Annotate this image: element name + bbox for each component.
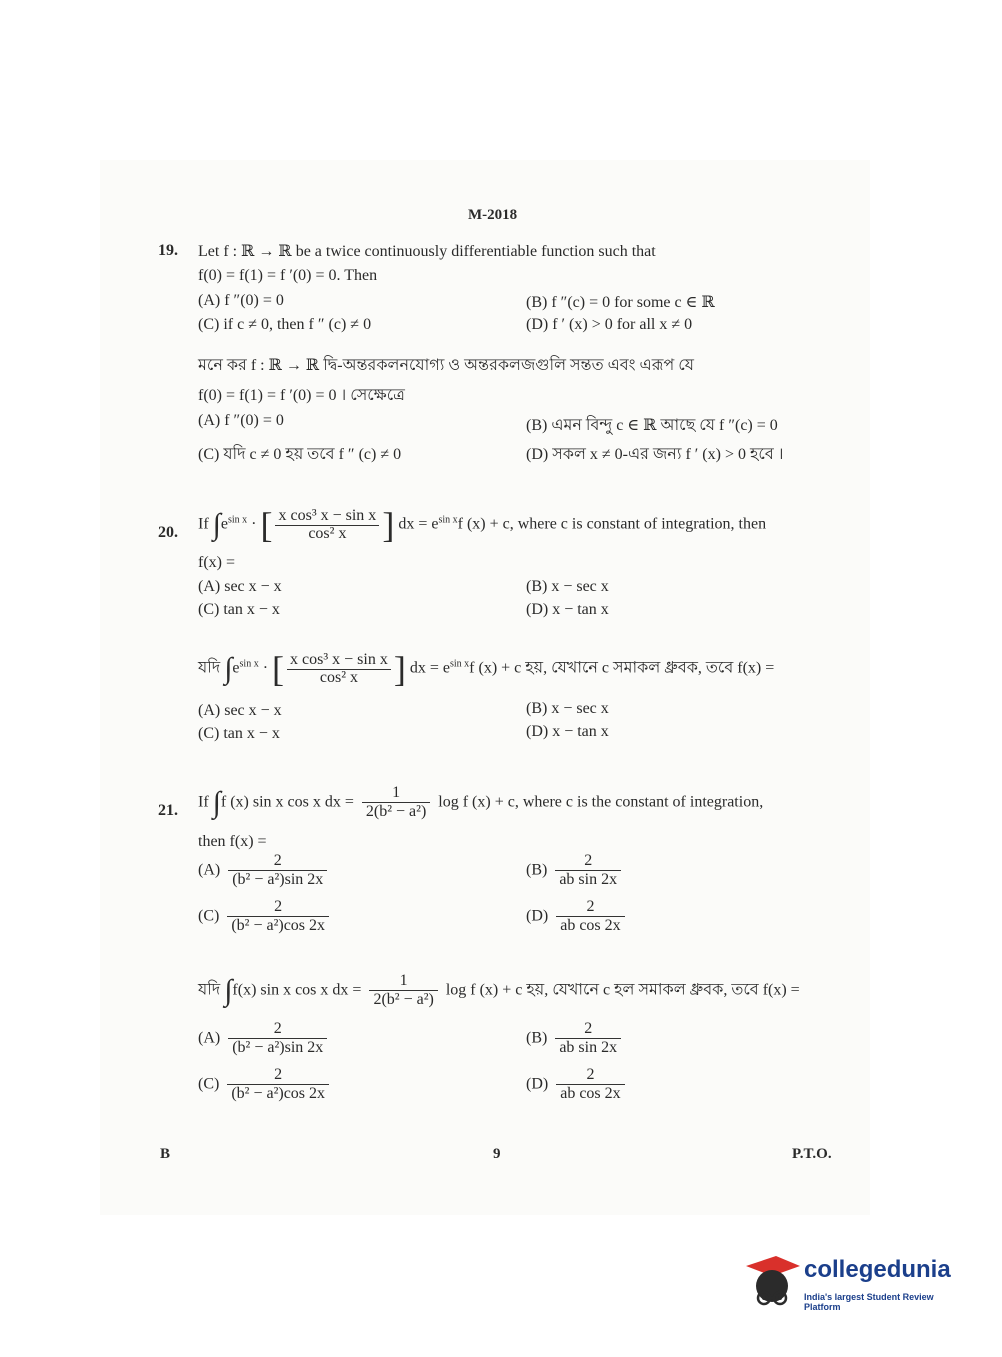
q21-option-d-denominator: ab cos 2x xyxy=(560,917,621,935)
q20-fraction-numerator: x cos³ x − sin x xyxy=(275,508,379,526)
q20-bengali-exp-base: e xyxy=(232,659,240,677)
logo-tagline: India's largest Student Review Platform xyxy=(804,1292,934,1312)
q21-option-d-label: (D) xyxy=(526,907,549,925)
q20-bengali-rhs: dx = e xyxy=(409,659,450,677)
q21-bengali-option-d-denominator: ab cos 2x xyxy=(560,1085,621,1103)
q21-bengali-integrand: f(x) sin x cos x dx = xyxy=(232,981,362,999)
q21-equation xyxy=(198,784,763,822)
q21-option-d-numerator: 2 xyxy=(556,898,624,917)
q19-bengali-option-d: (D) সকল x ≠ 0-এর জন্য f ′ (x) > 0 হবে । xyxy=(526,446,784,463)
q20-bengali-rhs-tail: f (x) + c হয়, যেখানে c সমাকল ধ্রুবক, তবে f(x) = xyxy=(469,659,775,677)
q21-bengali-option-b-denominator: ab sin 2x xyxy=(559,1039,618,1057)
q21-option-a xyxy=(198,852,331,890)
question-number-20: 20. xyxy=(158,524,178,541)
q21-option-c xyxy=(198,898,333,936)
q21-option-c-numerator: 2 xyxy=(227,898,329,917)
q21-bengali-option-d-label: (D) xyxy=(526,1075,549,1093)
q20-rhs: dx = e xyxy=(398,515,439,533)
q21-bengali-option-a xyxy=(198,1020,331,1058)
q21-tail: log f (x) + c, where c is the constant of integration, xyxy=(438,793,764,811)
q21-option-b-denominator: ab sin 2x xyxy=(559,871,618,889)
integral-sign: ∫ xyxy=(212,785,221,819)
right-bracket: ] xyxy=(393,649,406,689)
q21-integrand: f (x) sin x cos x dx = xyxy=(220,793,354,811)
q20-rhs-power: sin x xyxy=(438,514,458,526)
integral-sign: ∫ xyxy=(224,973,233,1007)
q21-fraction xyxy=(362,784,430,822)
footer-pto: P.T.O. xyxy=(792,1146,832,1162)
q20-bengali-option-b: (B) x − sec x xyxy=(526,700,609,717)
q19-option-b: (B) f ″(c) = 0 for some c ∈ ℝ xyxy=(526,294,715,311)
q21-bengali-option-c xyxy=(198,1066,333,1104)
q19-text-line2: f(0) = f(1) = f ′(0) = 0. Then xyxy=(198,267,378,284)
q20-option-c: (C) tan x − x xyxy=(198,601,280,618)
q21-bengali-fraction-numerator: 1 xyxy=(369,972,437,991)
q21-bengali-option-d xyxy=(526,1066,629,1104)
q20-bengali-fraction xyxy=(287,652,391,687)
q20-rhs-tail: f (x) + c, where c is constant of integration, then xyxy=(457,515,767,533)
q21-option-b-numerator: 2 xyxy=(555,852,621,871)
q20-if: If xyxy=(198,515,209,533)
q19-option-d: (D) f ′ (x) > 0 for all x ≠ 0 xyxy=(526,316,693,333)
q21-option-c-label: (C) xyxy=(198,907,220,925)
q20-bengali-exp-power: sin x xyxy=(239,658,259,670)
q21-option-c-fraction xyxy=(227,898,329,936)
integral-sign: ∫ xyxy=(212,508,221,541)
q21-option-b xyxy=(526,852,625,890)
q19-text-line1: Let f : ℝ → ℝ be a twice continuously differentiable function such that xyxy=(198,243,656,260)
q21-option-c-denominator: (b² − a²)cos 2x xyxy=(231,917,326,935)
q21-bengali-option-a-denominator: (b² − a²)sin 2x xyxy=(232,1039,324,1057)
q19-bengali-option-c: (C) যদি c ≠ 0 হয় তবে f ″ (c) ≠ 0 xyxy=(198,446,402,463)
q20-bengali-option-c: (C) tan x − x xyxy=(198,725,280,742)
q21-bengali-if: যদি xyxy=(198,981,221,999)
q21-option-b-label: (B) xyxy=(526,861,548,879)
question-number-21: 21. xyxy=(158,802,178,819)
q19-option-a: (A) f ″(0) = 0 xyxy=(198,292,284,309)
integral-sign: ∫ xyxy=(224,652,233,685)
q20-fraction xyxy=(275,508,379,543)
question-number-19: 19. xyxy=(158,242,178,259)
q19-bengali-line1: মনে কর f : ℝ → ℝ দ্বি-অন্তরকলনযোগ্য ও অন্তরকলজগুলি সন্তত এবং এরূপ যে xyxy=(198,357,694,374)
q20-bengali-if: যদি xyxy=(198,659,221,677)
q20-bengali-fraction-denominator: cos² x xyxy=(319,668,358,686)
q21-bengali-option-b-numerator: 2 xyxy=(555,1020,621,1039)
q21-bengali-option-b-label: (B) xyxy=(526,1029,548,1047)
q21-option-a-denominator: (b² − a²)sin 2x xyxy=(232,871,324,889)
q21-fraction-denominator: 2(b² − a²) xyxy=(365,803,427,821)
q21-bengali-option-c-numerator: 2 xyxy=(227,1066,329,1085)
q20-bengali-option-d: (D) x − tan x xyxy=(526,723,609,740)
right-bracket: ] xyxy=(382,505,395,545)
q21-bengali-option-c-label: (C) xyxy=(198,1075,220,1093)
paper-code: M-2018 xyxy=(468,207,518,223)
mascot-icon xyxy=(742,1250,802,1320)
q21-bengali-option-b xyxy=(526,1020,625,1058)
q21-option-a-label: (A) xyxy=(198,861,221,879)
q21-option-a-numerator: 2 xyxy=(228,852,327,871)
q21-bengali-option-a-label: (A) xyxy=(198,1029,221,1047)
q20-text-line2: f(x) = xyxy=(198,554,236,571)
q21-bengali-option-c-fraction xyxy=(227,1066,329,1104)
q21-bengali-fraction-denominator: 2(b² − a²) xyxy=(373,991,434,1009)
left-bracket: [ xyxy=(272,649,285,689)
q21-fraction-numerator: 1 xyxy=(362,784,430,803)
q21-bengali-option-d-numerator: 2 xyxy=(556,1066,624,1085)
q21-bengali-tail: log f (x) + c হয়, যেখানে c হল সমাকল ধ্রুবক, তবে f(x) = xyxy=(445,981,800,999)
q20-bengali-fraction-numerator: x cos³ x − sin x xyxy=(287,652,391,670)
q21-bengali-option-c-denominator: (b² − a²)cos 2x xyxy=(231,1085,326,1103)
q19-bengali-line2: f(0) = f(1) = f ′(0) = 0 । সেক্ষেত্রে xyxy=(198,387,405,404)
q20-option-d: (D) x − tan x xyxy=(526,601,609,618)
logo-wordmark: collegedunia xyxy=(804,1256,951,1283)
q19-bengali-option-a: (A) f ″(0) = 0 xyxy=(198,412,284,429)
q20-bengali-option-a: (A) sec x − x xyxy=(198,702,282,719)
q21-bengali-option-a-fraction xyxy=(228,1020,327,1058)
q21-option-d xyxy=(526,898,629,936)
q21-bengali-fraction xyxy=(369,972,437,1010)
q21-if: If xyxy=(198,793,209,811)
footer-page-number: 9 xyxy=(493,1146,501,1162)
q21-bengali-option-b-fraction xyxy=(555,1020,621,1058)
q20-equation: If $\int e^{sin x}$ · [ $\frac{\text{x cos³ x − sin x}}{\text{cos² x}}$ ] dx = $e^{sin x}f$ (x) + c, where c is constant of integration, then xyxy=(198,505,767,545)
q21-bengali-equation xyxy=(198,972,800,1010)
q19-option-c: (C) if c ≠ 0, then f ″ (c) ≠ 0 xyxy=(198,316,372,333)
q20-fraction-denominator: cos² x xyxy=(308,524,347,542)
q19-bengali-option-b: (B) এমন বিন্দু c ∈ ℝ আছে যে f ″(c) = 0 xyxy=(526,417,778,434)
left-bracket: [ xyxy=(260,505,273,545)
q20-bengali-rhs-power: sin x xyxy=(449,658,470,670)
q21-bengali-option-a-numerator: 2 xyxy=(228,1020,327,1039)
collegedunia-logo[interactable] xyxy=(742,1250,972,1320)
q21-option-a-fraction xyxy=(228,852,327,890)
q20-bengali-equation: যদি $\int e^{sin x}$ · [ $\frac{\text{x cos³ x − sin x}}{\text{cos² x}}$ ] dx = $e^{sin x}f$ (x) + c হয়, যেখানে c সমাকল ধ্রুবক, তবে f(x) = xyxy=(198,649,775,689)
q21-bengali-option-d-fraction xyxy=(556,1066,624,1104)
q20-exp-power: sin x xyxy=(227,514,248,526)
q21-option-b-fraction xyxy=(555,852,621,890)
footer-booklet-set: B xyxy=(160,1146,171,1162)
q21-option-d-fraction xyxy=(556,898,624,936)
q20-option-b: (B) x − sec x xyxy=(526,578,609,595)
q21-text-line2: then f(x) = xyxy=(198,833,267,850)
q20-exp-base: e xyxy=(220,515,228,533)
q20-option-a: (A) sec x − x xyxy=(198,578,282,595)
